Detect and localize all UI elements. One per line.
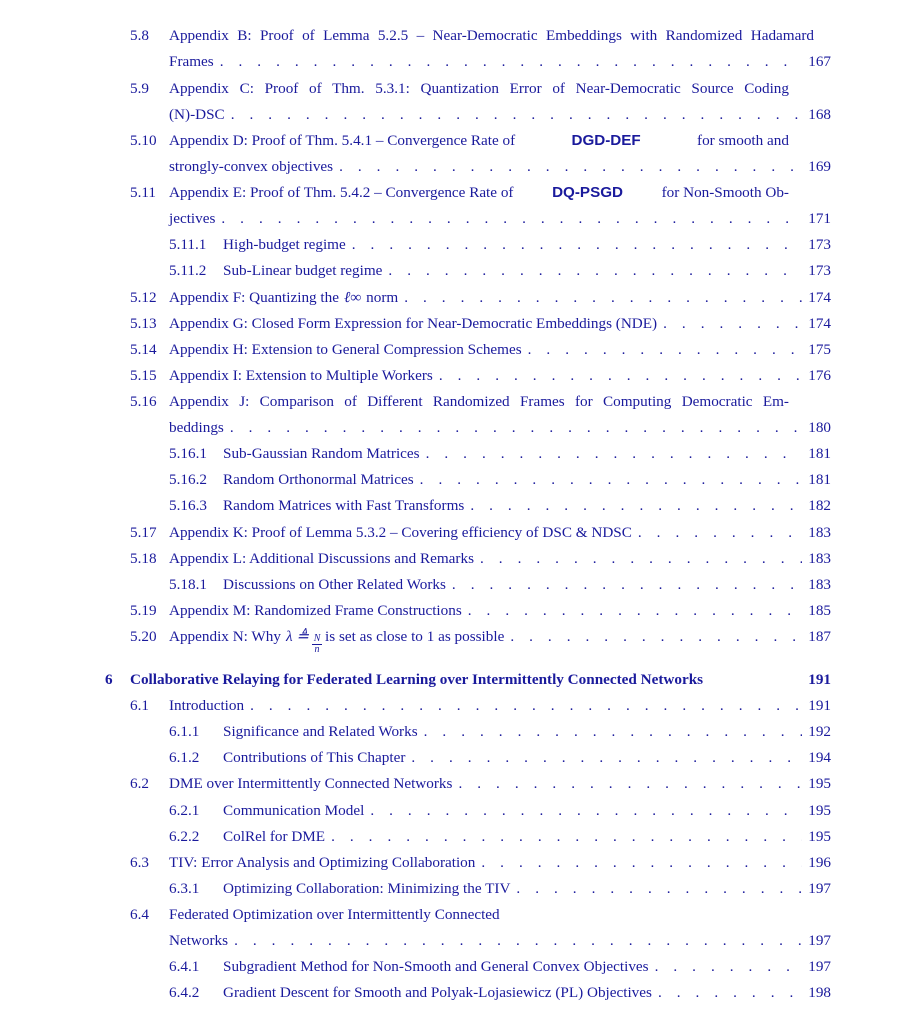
dot-leader xyxy=(339,157,802,177)
section-number: 6.3.1 xyxy=(169,880,200,897)
dot-leader xyxy=(468,601,802,621)
section-title: Contributions of This Chapter xyxy=(223,749,406,766)
page-number: 181 xyxy=(808,471,831,488)
section-number: 5.9 xyxy=(130,80,149,97)
toc-entry-5-19[interactable] xyxy=(130,601,831,621)
math-lambda: λ ≜ xyxy=(285,628,310,645)
toc-entry-6-1-2[interactable] xyxy=(169,748,831,768)
algorithm-name: DGD-DEF xyxy=(571,132,641,149)
toc-entry-5-11-cont[interactable] xyxy=(169,209,831,229)
dot-leader xyxy=(638,523,802,543)
page-number: 192 xyxy=(808,723,831,740)
page-number: 173 xyxy=(808,236,831,253)
page-number: 195 xyxy=(808,802,831,819)
fraction-numerator: N xyxy=(313,633,321,644)
section-title: Appendix N: Why xyxy=(169,628,281,645)
section-title: Random Orthonormal Matrices xyxy=(223,471,414,488)
dot-leader xyxy=(528,340,803,360)
toc-entry-5-8-cont[interactable] xyxy=(169,52,831,72)
page-number: 183 xyxy=(808,576,831,593)
toc-entry-5-9-cont[interactable] xyxy=(169,105,831,125)
section-title-cont: Networks xyxy=(169,932,229,949)
section-title: Appendix K: Proof of Lemma 5.3.2 – Covering efficiency of DSC & NDSC xyxy=(169,524,632,541)
page-number: 194 xyxy=(808,749,831,766)
dot-leader xyxy=(404,288,802,308)
dot-leader xyxy=(234,931,802,951)
dot-leader xyxy=(250,696,802,716)
dot-leader xyxy=(424,722,803,742)
dot-leader xyxy=(458,774,802,794)
toc-entry-5-17[interactable] xyxy=(130,523,831,543)
dot-leader xyxy=(411,748,802,768)
toc-entry-5-16-2[interactable] xyxy=(169,470,831,490)
dot-leader xyxy=(663,314,802,334)
section-number: 6.2.1 xyxy=(169,802,200,819)
section-number: 6.4.2 xyxy=(169,984,200,1001)
algorithm-name: DQ-PSGD xyxy=(552,184,623,201)
toc-entry-6-4-cont[interactable] xyxy=(169,931,831,951)
section-title: Random Matrices with Fast Transforms xyxy=(223,497,465,514)
section-number: 6.2 xyxy=(130,775,149,792)
dot-leader xyxy=(426,444,803,464)
section-title-cont: jectives xyxy=(169,210,216,227)
page-number: 167 xyxy=(808,53,831,70)
section-number: 5.20 xyxy=(130,628,157,645)
toc-entry-5-9[interactable] xyxy=(130,79,789,99)
section-number: 5.18 xyxy=(130,550,157,567)
section-title: Sub-Gaussian Random Matrices xyxy=(223,445,420,462)
section-title-end: for smooth and xyxy=(697,132,789,149)
dot-leader xyxy=(481,853,802,873)
section-title-cont: beddings xyxy=(169,419,224,436)
page-number: 176 xyxy=(808,367,831,384)
section-number: 5.16.3 xyxy=(169,497,207,514)
page-number: 174 xyxy=(808,315,831,332)
dot-leader xyxy=(480,549,802,569)
toc-entry-6-1-1[interactable] xyxy=(169,722,831,742)
chapter-number: 6 xyxy=(105,671,113,688)
page-number: 195 xyxy=(808,828,831,845)
page-number: 187 xyxy=(808,628,831,645)
dot-leader xyxy=(439,366,802,386)
section-title: Subgradient Method for Non-Smooth and General Convex Objectives xyxy=(223,958,649,975)
dot-leader xyxy=(510,627,802,647)
toc-entry-6-2[interactable] xyxy=(130,774,831,794)
section-title: Optimizing Collaboration: Minimizing the TIV xyxy=(223,880,511,897)
dot-leader xyxy=(352,235,802,255)
toc-entry-5-11-2[interactable] xyxy=(169,261,831,281)
toc-entry-5-16-1[interactable] xyxy=(169,444,831,464)
toc-entry-5-18[interactable] xyxy=(130,549,831,569)
section-number: 6.4 xyxy=(130,906,149,923)
section-title: Appendix E: Proof of Thm. 5.4.2 – Convergence Rate of xyxy=(169,184,514,201)
section-title-end: for Non-Smooth Ob- xyxy=(661,184,789,201)
section-number: 5.11 xyxy=(130,184,157,201)
toc-entry-6-1[interactable] xyxy=(130,696,831,716)
page-number: 175 xyxy=(808,341,831,358)
section-title: High-budget regime xyxy=(223,236,346,253)
section-title: Appendix G: Closed Form Expression for Near-Democratic Embeddings (NDE) xyxy=(169,315,658,332)
dot-leader xyxy=(331,827,802,847)
toc-chapter-6[interactable] xyxy=(105,670,831,690)
page-number: 169 xyxy=(808,158,831,175)
page-number: 191 xyxy=(808,697,831,714)
toc-entry-5-18-1[interactable] xyxy=(169,575,831,595)
page-number: 198 xyxy=(808,984,831,1001)
toc-entry-5-11-1[interactable] xyxy=(169,235,831,255)
toc-entry-6-4-2[interactable] xyxy=(169,983,831,1003)
section-title: Sub-Linear budget regime xyxy=(223,262,383,279)
toc-entry-5-14[interactable] xyxy=(130,340,831,360)
page-number: 197 xyxy=(808,880,831,897)
section-title: Introduction xyxy=(169,697,245,714)
section-number: 6.1.2 xyxy=(169,749,200,766)
dot-leader xyxy=(516,879,802,899)
toc-entry-5-16[interactable] xyxy=(130,392,789,412)
fraction xyxy=(312,634,322,655)
section-title: Appendix M: Randomized Frame Constructions xyxy=(169,602,462,619)
section-number: 5.12 xyxy=(130,289,157,306)
section-number: 5.16 xyxy=(130,393,157,410)
dot-leader xyxy=(655,957,803,977)
page-number: 196 xyxy=(808,854,831,871)
section-title: Communication Model xyxy=(223,802,365,819)
toc-entry-5-11[interactable] xyxy=(130,183,789,203)
section-number: 5.11.2 xyxy=(169,262,207,279)
toc-entry-6-3-1[interactable] xyxy=(169,879,831,899)
section-title: Appendix J: Comparison of Different Randomized Frames for Computing Democratic Em- xyxy=(169,393,789,410)
section-title: TIV: Error Analysis and Optimizing Collaboration xyxy=(169,854,476,871)
section-title-cont: (N)-DSC xyxy=(169,106,225,123)
page-number: 195 xyxy=(808,775,831,792)
section-title: Appendix H: Extension to General Compression Schemes xyxy=(169,341,522,358)
toc-entry-5-12[interactable] xyxy=(130,288,831,308)
toc-entry-5-16-cont[interactable] xyxy=(169,418,831,438)
page-number: 185 xyxy=(808,602,831,619)
section-number: 6.1.1 xyxy=(169,723,200,740)
dot-leader xyxy=(470,496,802,516)
dot-leader xyxy=(220,52,803,72)
toc-entry-5-13[interactable] xyxy=(130,314,831,334)
page-number: 181 xyxy=(808,445,831,462)
page-number: 197 xyxy=(808,932,831,949)
section-title: Appendix B: Proof of Lemma 5.2.5 – Near-Democratic Embeddings with Randomized Hadamard xyxy=(169,27,814,44)
toc-entry-6-3[interactable] xyxy=(130,853,831,873)
section-title: Significance and Related Works xyxy=(223,723,418,740)
toc-entry-5-8[interactable] xyxy=(130,26,814,46)
section-title: Federated Optimization over Intermittently Connected xyxy=(169,906,500,923)
page-number: 168 xyxy=(808,106,831,123)
toc-entry-6-2-2[interactable] xyxy=(169,827,831,847)
dot-leader xyxy=(221,209,802,229)
page-number: 191 xyxy=(808,671,831,688)
section-title: Discussions on Other Related Works xyxy=(223,576,446,593)
section-title: Appendix I: Extension to Multiple Workers xyxy=(169,367,433,384)
section-number: 6.2.2 xyxy=(169,828,200,845)
toc-entry-5-10[interactable] xyxy=(130,131,789,151)
fraction-denominator: n xyxy=(314,644,320,655)
page-number: 182 xyxy=(808,497,831,514)
section-number: 5.16.2 xyxy=(169,471,207,488)
dot-leader xyxy=(452,575,802,595)
section-title: Appendix D: Proof of Thm. 5.4.1 – Convergence Rate of xyxy=(169,132,516,149)
section-number: 5.15 xyxy=(130,367,157,384)
section-number: 5.16.1 xyxy=(169,445,207,462)
dot-leader xyxy=(658,983,802,1003)
toc-entry-6-2-1[interactable] xyxy=(169,801,831,821)
page-number: 183 xyxy=(808,524,831,541)
section-number: 5.13 xyxy=(130,315,157,332)
section-number: 5.10 xyxy=(130,132,157,149)
section-title: DME over Intermittently Connected Networks xyxy=(169,775,453,792)
page-number: 180 xyxy=(808,419,831,436)
section-title-end: is set as close to 1 as possible xyxy=(325,628,505,645)
section-title: ColRel for DME xyxy=(223,828,326,845)
section-title-cont: strongly-convex objectives xyxy=(169,158,334,175)
dot-leader xyxy=(420,470,803,490)
math-symbol: ℓ∞ xyxy=(344,289,362,306)
section-number: 5.19 xyxy=(130,602,157,619)
toc-entry-5-10-cont[interactable] xyxy=(169,157,831,177)
section-title: Appendix F: Quantizing the xyxy=(169,289,339,306)
section-number: 6.3 xyxy=(130,854,149,871)
section-number: 5.8 xyxy=(130,27,149,44)
section-number: 6.1 xyxy=(130,697,149,714)
toc-entry-5-15[interactable] xyxy=(130,366,831,386)
toc-entry-6-4[interactable] xyxy=(130,905,831,925)
chapter-title: Collaborative Relaying for Federated Learning over Intermittently Connected Networks xyxy=(130,671,704,688)
dot-leader xyxy=(230,418,802,438)
dot-leader xyxy=(231,105,803,125)
section-number: 5.17 xyxy=(130,524,157,541)
toc-entry-5-16-3[interactable] xyxy=(169,496,831,516)
section-title: Appendix L: Additional Discussions and Remarks xyxy=(169,550,474,567)
page-number: 183 xyxy=(808,550,831,567)
section-title-cont: Frames xyxy=(169,53,214,70)
section-number: 6.4.1 xyxy=(169,958,200,975)
section-title: Appendix C: Proof of Thm. 5.3.1: Quantization Error of Near-Democratic Source Coding xyxy=(169,80,789,97)
section-number: 5.14 xyxy=(130,341,157,358)
page-number: 174 xyxy=(808,289,831,306)
page-number: 197 xyxy=(808,958,831,975)
page-number: 173 xyxy=(808,262,831,279)
page-number: 171 xyxy=(808,210,831,227)
dot-leader xyxy=(388,261,802,281)
section-title: Gradient Descent for Smooth and Polyak-Lojasiewicz (PL) Objectives xyxy=(223,984,652,1001)
dot-leader xyxy=(370,801,802,821)
section-number: 5.11.1 xyxy=(169,236,207,253)
toc-entry-6-4-1[interactable] xyxy=(169,957,831,977)
section-title-end: norm xyxy=(366,289,399,306)
toc-entry-5-20[interactable] xyxy=(130,627,831,655)
section-number: 5.18.1 xyxy=(169,576,207,593)
